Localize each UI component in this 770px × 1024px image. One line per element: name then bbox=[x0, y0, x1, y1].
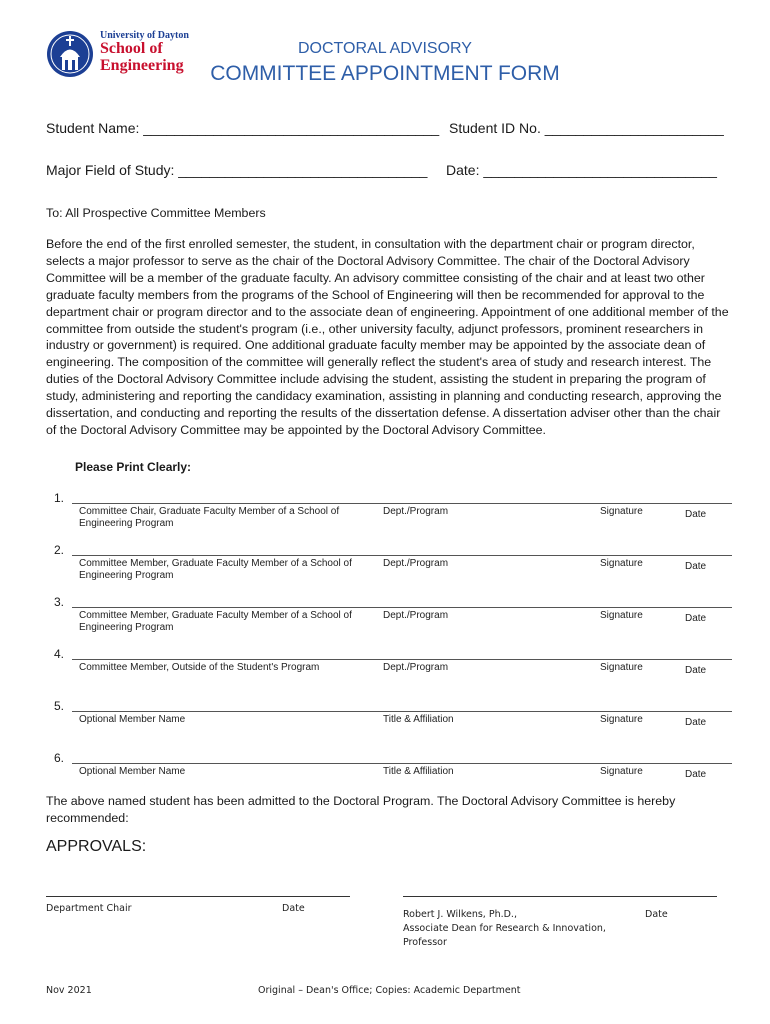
associate-dean-title: Associate Dean for Research & Innovation, bbox=[403, 923, 606, 934]
member-role-label: Committee Chair, Graduate Faculty Member of a School of Engineering Program bbox=[79, 506, 340, 529]
signature-label: Signature bbox=[600, 766, 643, 777]
member-entry-line[interactable] bbox=[72, 763, 732, 764]
approvals-heading: APPROVALS: bbox=[46, 838, 147, 855]
member-entry-line[interactable] bbox=[72, 503, 732, 504]
member-entry-line[interactable] bbox=[72, 555, 732, 556]
department-chair-label: Department Chair bbox=[46, 903, 132, 914]
department-chair-signature-line[interactable] bbox=[46, 896, 350, 897]
member-entry-line[interactable] bbox=[72, 659, 732, 660]
logo-engineering-text: Engineering bbox=[100, 57, 184, 74]
dept-program-label: Dept./Program bbox=[383, 558, 449, 569]
associate-dean-title-professor: Professor bbox=[403, 937, 447, 948]
associate-dean-signature-line[interactable] bbox=[403, 896, 717, 897]
instructions-paragraph: Before the end of the first enrolled semester, the student, in consultation with the department chair or program director, selects a major professor to serve as the chair of the Doctoral Advisory Committee. The chair of the Doctoral Advisory Committee will be a member of the graduate faculty. An advisory committee consisting of the chair and at least two other graduate faculty members from the programs of the School of Engineering will then be recommended for approval to the department chair or program director and to the associate dean of engineering. Appointment of one additional member of the committee from outside the student's program (i.e., other university faculty, adjunct professors, prominent researchers in industry or government) is required. One additional graduate faculty member may be appointed by the associate dean of engineering. The composition of the committee will generally reflect the student's area of study and research interest. The duties of the Doctoral Advisory Committee include advising the student, assisting the student in preparing the program of study, administering and reporting the candidacy examination, assisting in planning and conducting research, approving the dissertation, and conducting and reporting the results of the dissertation defense. A dissertation adviser other than the chair of the Doctoral Advisory Committee may be appointed by the Doctoral Advisory Committee. bbox=[46, 237, 729, 437]
department-chair-date-label: Date bbox=[282, 903, 305, 914]
member-role-label: Optional Member Name bbox=[79, 766, 186, 777]
signature-label: Signature bbox=[600, 506, 643, 517]
dept-program-label: Dept./Program bbox=[383, 506, 449, 517]
form-title-line1: DOCTORAL ADVISORY bbox=[298, 40, 472, 57]
row-number: 1. bbox=[54, 491, 65, 505]
date-label: Date bbox=[685, 613, 707, 624]
member-entry-line[interactable] bbox=[72, 711, 732, 712]
major-field[interactable]: Major Field of Study: ________________________________ bbox=[46, 162, 428, 178]
admitted-statement: The above named student has been admitted to the Doctoral Program. The Doctoral Advisory Committee is hereby recommended: bbox=[46, 794, 676, 825]
associate-dean-date-label: Date bbox=[645, 909, 668, 920]
member-entry-line[interactable] bbox=[72, 607, 732, 608]
signature-label: Signature bbox=[600, 662, 643, 673]
student-id-field[interactable]: Student ID No. _______________________ bbox=[449, 120, 724, 136]
date-label: Date bbox=[685, 769, 707, 780]
member-role-label: Committee Member, Graduate Faculty Member of a School of Engineering Program bbox=[79, 610, 352, 633]
member-role-label: Committee Member, Graduate Faculty Member of a School of Engineering Program bbox=[79, 558, 352, 581]
print-clearly-heading: Please Print Clearly: bbox=[75, 460, 192, 474]
signature-label: Signature bbox=[600, 558, 643, 569]
date-label: Date bbox=[685, 509, 707, 520]
date-label: Date bbox=[685, 665, 707, 676]
distribution-note: Original – Dean's Office; Copies: Academic Department bbox=[258, 985, 521, 996]
signature-label: Signature bbox=[600, 610, 643, 621]
dept-program-label: Dept./Program bbox=[383, 610, 449, 621]
to-line: To: All Prospective Committee Members bbox=[46, 206, 266, 220]
date-label: Date bbox=[685, 561, 707, 572]
dept-program-label: Dept./Program bbox=[383, 662, 449, 673]
row-number: 5. bbox=[54, 699, 65, 713]
logo-university-text: University of Dayton bbox=[100, 30, 189, 41]
signature-label: Signature bbox=[600, 714, 643, 725]
row-number: 2. bbox=[54, 543, 65, 557]
row-number: 4. bbox=[54, 647, 65, 661]
associate-dean-name: Robert J. Wilkens, Ph.D., bbox=[403, 909, 517, 920]
dept-program-label: Title & Affiliation bbox=[383, 714, 454, 725]
row-number: 3. bbox=[54, 595, 65, 609]
student-name-field[interactable]: Student Name: ______________________________________ bbox=[46, 120, 440, 136]
revision-date: Nov 2021 bbox=[46, 985, 92, 996]
form-title-line2: COMMITTEE APPOINTMENT FORM bbox=[210, 62, 560, 85]
member-role-label: Committee Member, Outside of the Student's Program bbox=[79, 662, 320, 673]
member-role-label: Optional Member Name bbox=[79, 714, 186, 725]
date-field[interactable]: Date: ______________________________ bbox=[446, 162, 717, 178]
row-number: 6. bbox=[54, 751, 65, 765]
dept-program-label: Title & Affiliation bbox=[383, 766, 454, 777]
logo-school-text: School of bbox=[100, 40, 163, 57]
date-label: Date bbox=[685, 717, 707, 728]
